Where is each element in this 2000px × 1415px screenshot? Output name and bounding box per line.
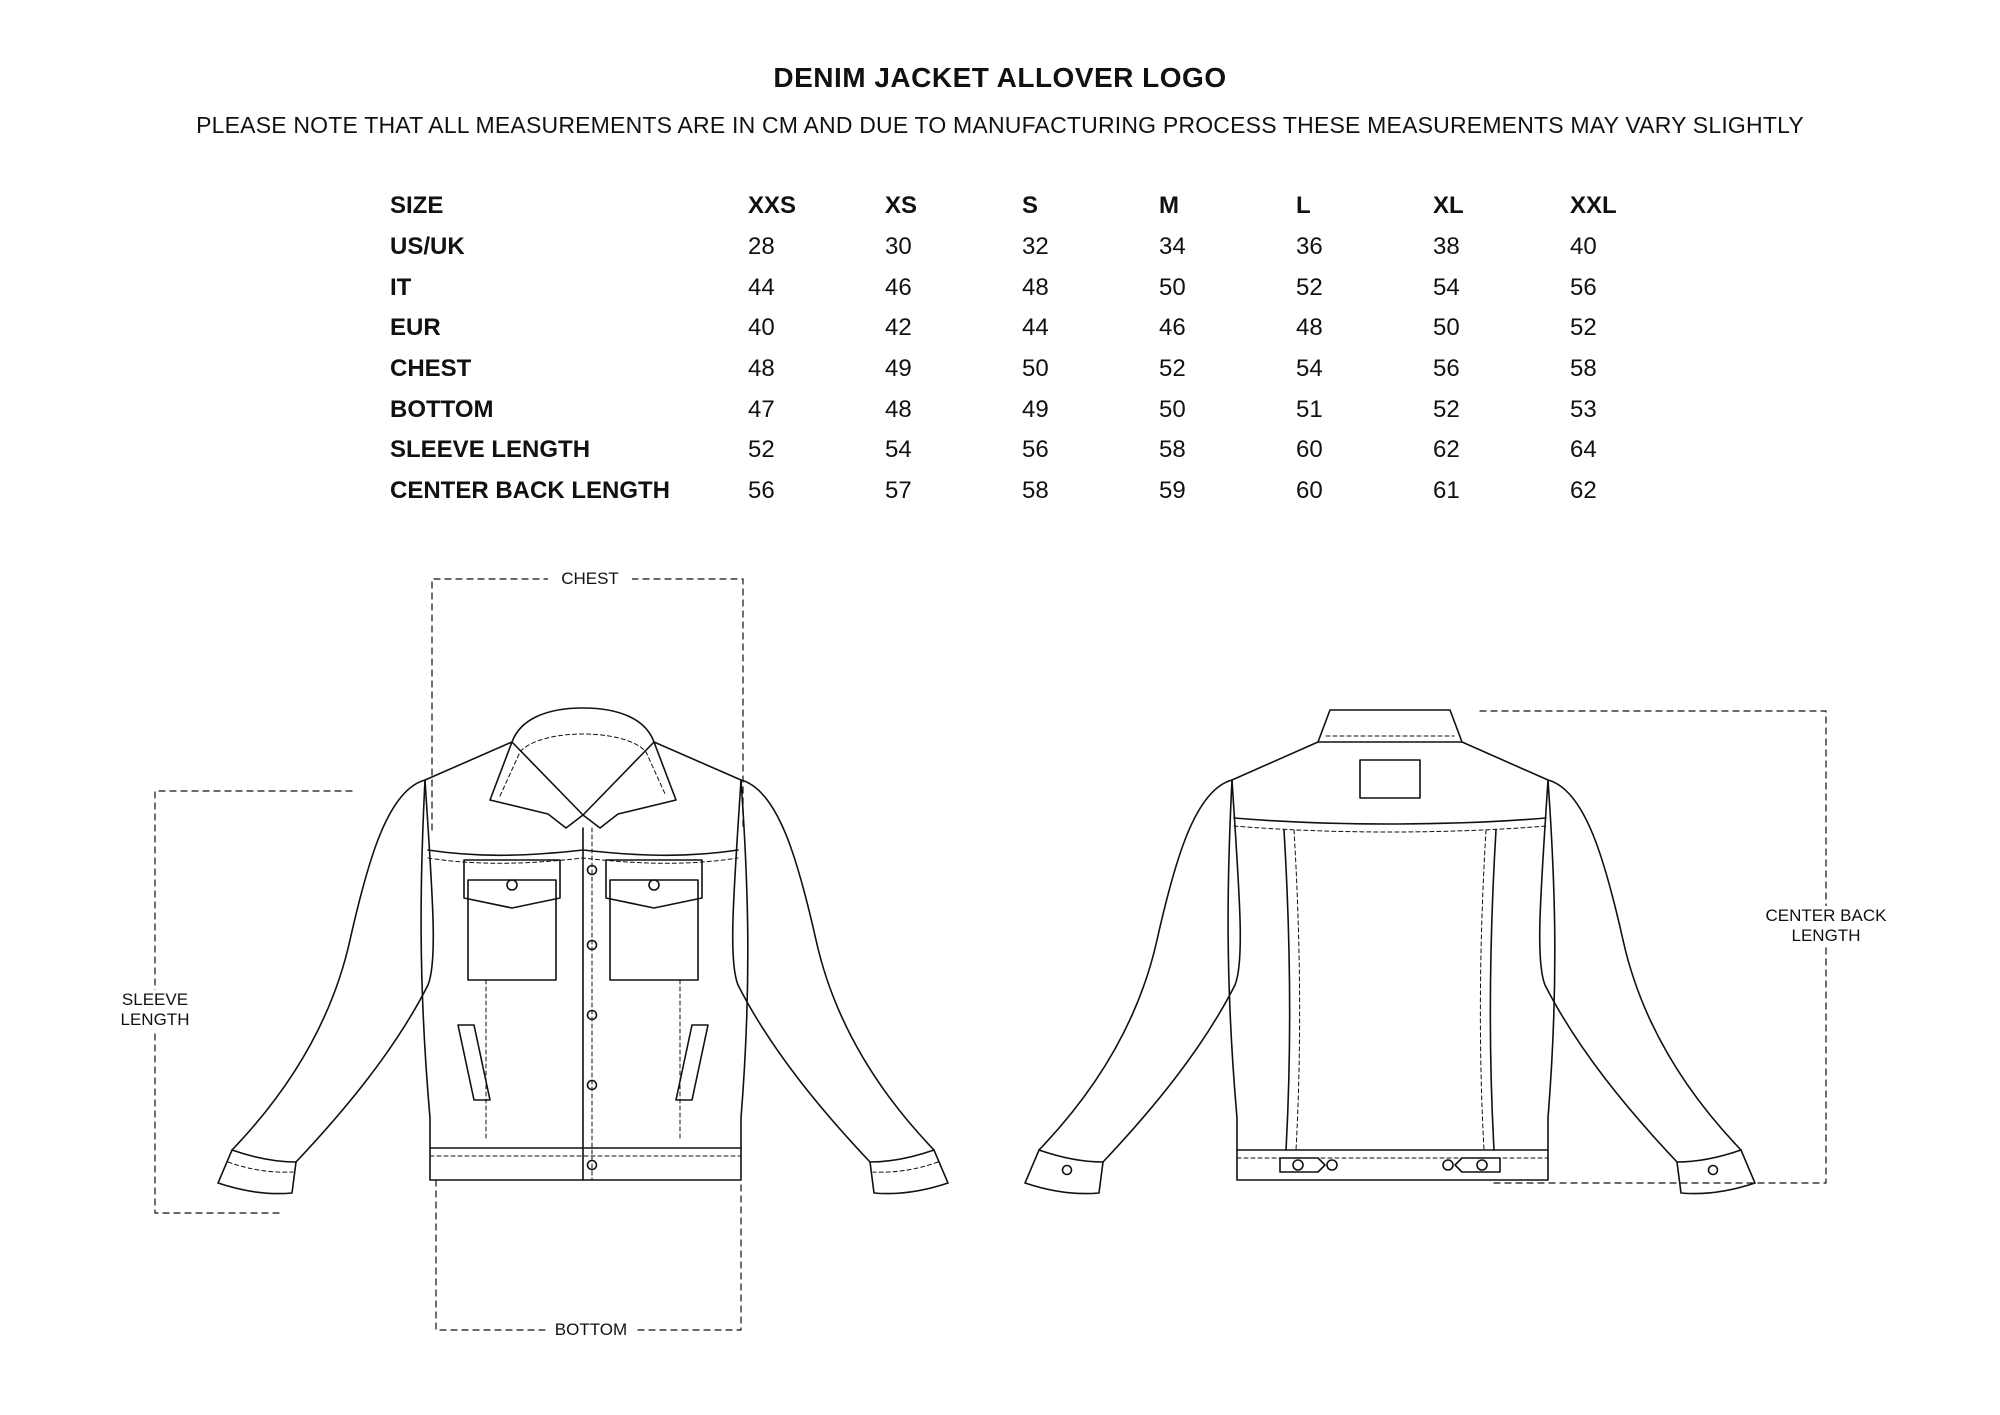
front-body-outline: [421, 742, 748, 1180]
table-cell: 49: [885, 355, 912, 383]
table-cell: 54: [1296, 355, 1323, 383]
table-cell: 56: [1022, 436, 1049, 464]
table-cell: 48: [885, 395, 912, 423]
table-cell: 54: [1433, 273, 1460, 301]
table-cell: 50: [1433, 314, 1460, 342]
table-cell: 60: [1296, 477, 1323, 505]
row-label: US/UK: [390, 233, 465, 261]
back-left-cuff-button: [1063, 1166, 1072, 1175]
table-cell: 56: [1570, 273, 1597, 301]
center-back-length-label: [1760, 906, 1892, 946]
table-cell: 53: [1570, 395, 1597, 423]
table-cell: 51: [1296, 395, 1323, 423]
table-cell: 40: [748, 314, 775, 342]
back-right-waist-button: [1443, 1160, 1453, 1170]
table-cell: 46: [1159, 314, 1186, 342]
table-cell: 34: [1159, 233, 1186, 261]
jacket-back-illustration: [1025, 710, 1755, 1194]
back-collar: [1318, 710, 1462, 742]
sleeve-length-label-line1: SLEEVE: [121, 990, 189, 1009]
table-cell: 54: [885, 436, 912, 464]
sleeve-length-label: [106, 990, 204, 1030]
row-label: SIZE: [390, 192, 444, 220]
table-cell: 52: [1159, 355, 1186, 383]
table-cell: 61: [1433, 477, 1460, 505]
back-left-adjuster-button: [1293, 1160, 1303, 1170]
table-cell: 28: [748, 233, 775, 261]
row-label: IT: [390, 273, 412, 301]
table-cell: 50: [1159, 273, 1186, 301]
back-right-cuff-button: [1709, 1166, 1718, 1175]
back-right-adjuster-button: [1477, 1160, 1487, 1170]
table-cell: 58: [1570, 355, 1597, 383]
center-back-length-label-line1: CENTER BACK: [1765, 906, 1887, 925]
jacket-front-illustration: [218, 708, 948, 1194]
row-label: CHEST: [390, 355, 472, 383]
table-cell: 48: [748, 355, 775, 383]
table-cell: 50: [1022, 355, 1049, 383]
sleeve-length-label-line2: LENGTH: [120, 1010, 190, 1029]
table-cell: 52: [1433, 395, 1460, 423]
dimension-lines: [155, 579, 1826, 1330]
row-label: EUR: [390, 314, 441, 342]
table-cell: 38: [1433, 233, 1460, 261]
back-right-panel-seam: [1490, 830, 1496, 1150]
front-left-cuff: [232, 1150, 296, 1162]
bottom-label: BOTTOM: [546, 1320, 636, 1340]
front-left-sleeve: [218, 780, 433, 1194]
table-cell: 49: [1022, 395, 1049, 423]
row-label: SLEEVE LENGTH: [390, 436, 591, 464]
table-cell: 60: [1296, 436, 1323, 464]
table-cell: 56: [1433, 355, 1460, 383]
front-right-cuff-stitch: [873, 1162, 938, 1172]
front-collar: [490, 708, 676, 828]
table-cell: 59: [1159, 477, 1186, 505]
table-cell: 52: [1296, 273, 1323, 301]
size-header: XL: [1433, 192, 1464, 220]
table-cell: 32: [1022, 233, 1049, 261]
size-header: XXL: [1570, 192, 1617, 220]
back-left-cuff: [1039, 1150, 1103, 1162]
front-right-sleeve: [733, 780, 948, 1194]
size-header: L: [1296, 192, 1311, 220]
back-right-sleeve: [1540, 780, 1755, 1194]
table-cell: 50: [1159, 395, 1186, 423]
table-cell: 48: [1022, 273, 1049, 301]
table-cell: 58: [1022, 477, 1049, 505]
center-back-length-dimension-line: [1480, 711, 1826, 1183]
table-cell: 57: [885, 477, 912, 505]
table-cell: 36: [1296, 233, 1323, 261]
center-back-length-label-line2: LENGTH: [1791, 926, 1861, 945]
front-collar-stitch: [500, 734, 666, 796]
table-cell: 56: [748, 477, 775, 505]
table-cell: 62: [1570, 477, 1597, 505]
table-cell: 58: [1159, 436, 1186, 464]
back-left-panel-stitch: [1294, 830, 1300, 1150]
back-left-panel-seam: [1284, 830, 1290, 1150]
front-left-pocket-flap: [464, 860, 560, 908]
table-cell: 44: [1022, 314, 1049, 342]
row-label: CENTER BACK LENGTH: [390, 477, 670, 505]
table-cell: 46: [885, 273, 912, 301]
table-cell: 62: [1433, 436, 1460, 464]
table-cell: 52: [1570, 314, 1597, 342]
measurement-note: PLEASE NOTE THAT ALL MEASUREMENTS ARE IN CM AND DUE TO MANUFACTURING PROCESS THESE MEASUREMENTS MAY VARY SLIGHTLY: [196, 112, 1804, 138]
back-right-cuff: [1677, 1150, 1741, 1162]
front-right-pocket: [610, 880, 698, 980]
table-cell: 44: [748, 273, 775, 301]
back-body-outline: [1228, 742, 1555, 1180]
back-left-sleeve: [1025, 780, 1240, 1194]
back-left-waist-button: [1327, 1160, 1337, 1170]
chest-label: CHEST: [548, 569, 632, 589]
front-right-pocket-button: [649, 880, 659, 890]
table-cell: 64: [1570, 436, 1597, 464]
front-right-hand-pocket: [676, 1025, 708, 1100]
front-left-pocket-button: [507, 880, 517, 890]
chest-dimension-line: [432, 579, 743, 830]
size-header: XS: [885, 192, 918, 220]
table-cell: 52: [748, 436, 775, 464]
bottom-dimension-line: [436, 1180, 741, 1330]
back-yoke-seam: [1234, 818, 1546, 824]
size-header: M: [1159, 192, 1179, 220]
table-cell: 40: [1570, 233, 1597, 261]
page-title: DENIM JACKET ALLOVER LOGO: [773, 62, 1227, 93]
front-left-cuff-stitch: [228, 1162, 293, 1172]
row-label: BOTTOM: [390, 395, 494, 423]
table-cell: 42: [885, 314, 912, 342]
front-right-cuff: [870, 1150, 934, 1162]
back-neck-label: [1360, 760, 1420, 798]
size-header: S: [1022, 192, 1039, 220]
table-cell: 48: [1296, 314, 1323, 342]
back-right-panel-stitch: [1480, 830, 1486, 1150]
front-left-pocket: [468, 880, 556, 980]
table-cell: 47: [748, 395, 775, 423]
front-right-pocket-flap: [606, 860, 702, 908]
size-header: XXS: [748, 192, 797, 220]
table-cell: 30: [885, 233, 912, 261]
back-yoke-stitch: [1234, 826, 1546, 832]
front-left-hand-pocket: [458, 1025, 490, 1100]
